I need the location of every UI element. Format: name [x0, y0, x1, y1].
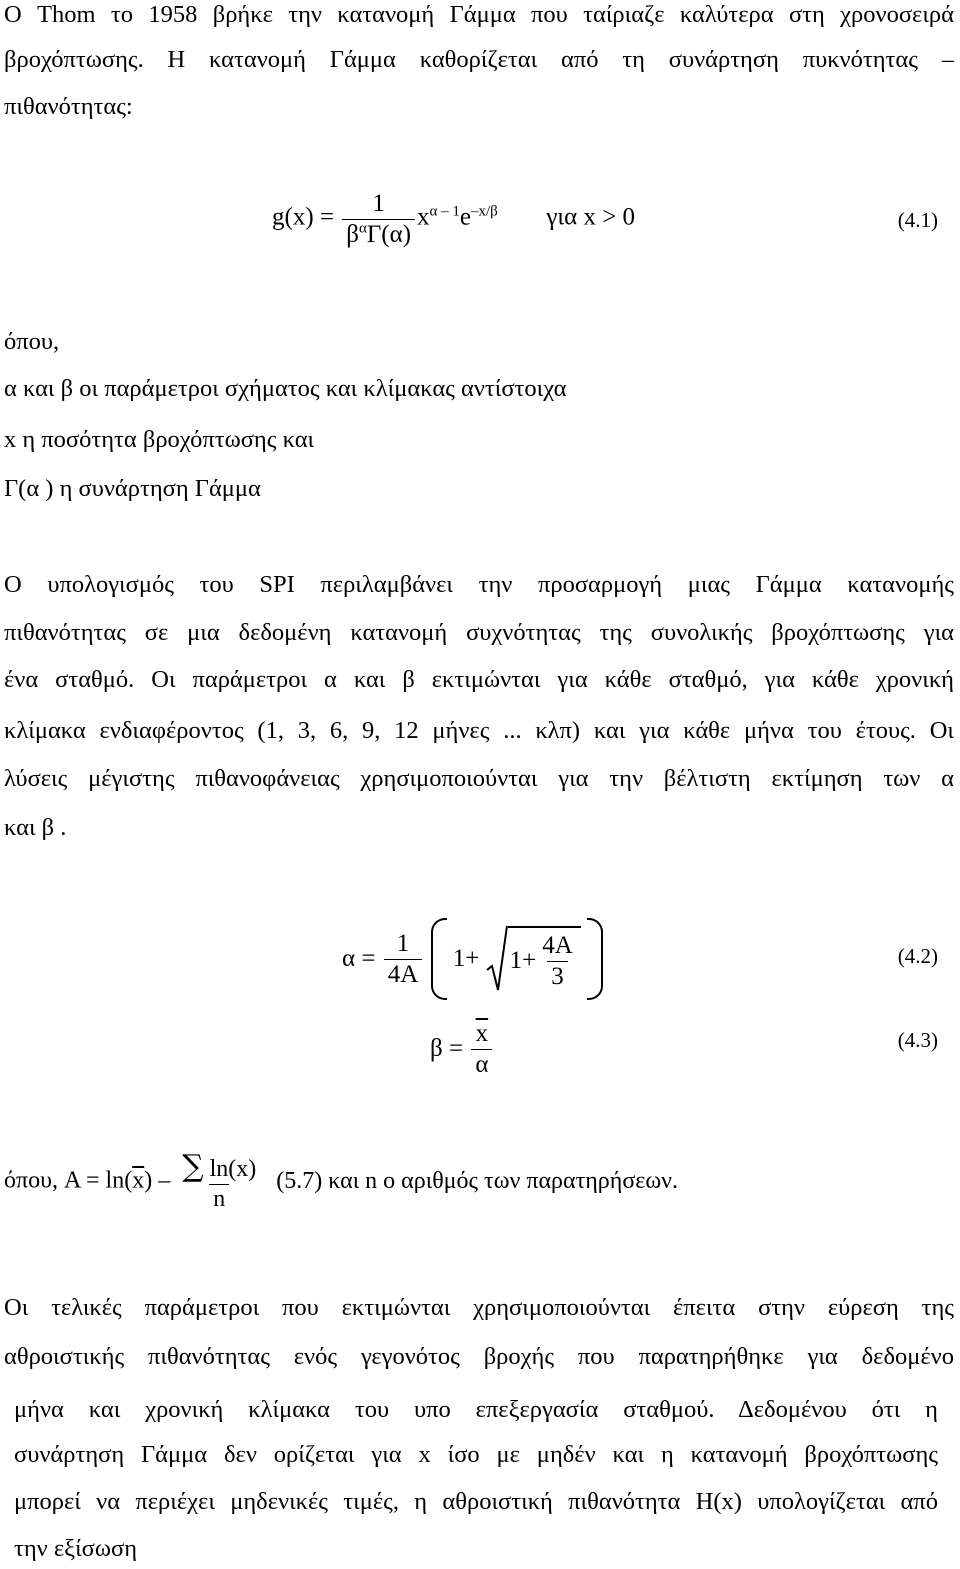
- eq1-condition: για x > 0: [546, 203, 636, 231]
- where-item-1: α και β οι παράμετροι σχήματος και κλίμακας αντίστοιχα: [4, 375, 567, 402]
- para3-line-4: συνάρτηση Γάμμα δεν ορίζεται για x ίσο με μηδέν και η κατανομή βροχόπτωσης: [14, 1441, 938, 1468]
- eq2-inner-numerator: 4A: [542, 932, 573, 959]
- para3-line-5: μπορεί να περιέχει μηδενικές τιμές, η αθροιστική πιθανότητα H(x) υπολογίζεται από: [14, 1488, 938, 1515]
- eq1-den-sup: α: [358, 220, 367, 237]
- para2-line-4: κλίμακα ενδιαφέροντος (1, 3, 6, 9, 12 μήνες ... κλπ) και για κάθε μήνα του έτους. Οι: [4, 717, 954, 744]
- where-title: όπου,: [4, 328, 60, 355]
- eq-a-num-text: ln(x): [209, 1156, 257, 1182]
- eq1-denominator: [342, 219, 415, 249]
- eq2-lhs: α =: [342, 945, 376, 972]
- para2-line-1: Ο υπολογισμός του SPI περιλαμβάνει την προσαρμογή μιας Γάμμα κατανομής: [4, 571, 954, 598]
- equation-4-3: [430, 1020, 494, 1078]
- eq1-den-beta: β: [346, 220, 359, 248]
- intro-line-1: Ο Thom το 1958 βρήκε την κατανομή Γάμμα που ταίριαζε καλύτερα στη χρονοσειρά: [4, 1, 954, 28]
- eq2-one: 1+: [452, 945, 480, 972]
- eq3-lhs: β =: [430, 1035, 464, 1062]
- sqrt-radical-icon: [486, 924, 508, 994]
- para2-line-3: ένα σταθμό. Οι παράμετροι α και β εκτιμώνται για κάθε σταθμό, για κάθε χρονική: [4, 666, 954, 693]
- equation-number-4-1: (4.1): [897, 208, 938, 232]
- eq1-numerator: 1: [372, 190, 385, 217]
- eq2-paren-left: [431, 918, 447, 1000]
- eq-a-prefix: όπου,: [4, 1167, 58, 1194]
- para3-line-1: Οι τελικές παράμετροι που εκτιμώνται χρησιμοποιούνται έπειτα στην εύρεση της: [4, 1294, 954, 1321]
- eq-a-denominator: n: [209, 1184, 229, 1212]
- para2-line-5: λύσεις μέγιστης πιθανοφάνειας χρησιμοποιούνται για την βέλτιστη εκτίμηση των α: [4, 765, 954, 792]
- eq2-inner-one: 1+: [509, 947, 537, 974]
- eq-a-lhs: A = ln(: [64, 1167, 133, 1194]
- eq2-inner-denominator: 3: [547, 961, 568, 991]
- eq1-lhs: g(x) =: [272, 203, 334, 231]
- equation-number-4-2: (4.2): [897, 944, 938, 968]
- para3-line-6: την εξίσωση: [14, 1535, 138, 1562]
- intro-line-3: πιθανότητας:: [4, 93, 133, 120]
- eq2-sqrt: [486, 924, 581, 994]
- para2-line-6: και β .: [4, 814, 67, 841]
- eq-a-suffix: (5.7) και n ο αριθμός των παρατηρήσεων.: [276, 1167, 678, 1194]
- eq1-e: e: [459, 203, 472, 231]
- para3-line-2: αθροιστικής πιθανότητας ενός γεγονότος βροχής που παρατηρήθηκε για δεδομένο: [4, 1343, 954, 1370]
- eq-a-fraction: [178, 1150, 260, 1212]
- eq-a-numerator: [178, 1150, 260, 1184]
- equation-4-2: [342, 918, 603, 998]
- equation-4-1: [272, 190, 635, 248]
- intro-line-2: βροχόπτωσης. Η κατανομή Γάμμα καθορίζεται από τη συνάρτηση πυκνότητας –: [4, 46, 954, 73]
- eq2-denominator: 4A: [384, 959, 423, 989]
- eq-a-xbar: $\overline{x}$: [132, 1167, 145, 1194]
- sum-symbol: ∑: [182, 1149, 204, 1184]
- eq1-fraction: [342, 190, 415, 248]
- equation-a-definition: [4, 1150, 678, 1212]
- eq2-numerator: 1: [396, 930, 410, 957]
- eq-a-close: ) –: [144, 1167, 171, 1194]
- eq2-sqrt-body: [508, 926, 581, 990]
- eq2-inner-fraction: [538, 932, 577, 990]
- eq3-denominator: α: [471, 1049, 492, 1079]
- eq1-x-sup: α – 1: [429, 203, 460, 220]
- eq2-paren-right: [587, 918, 603, 1000]
- where-item-3: Γ(α ) η συνάρτηση Γάμμα: [4, 475, 261, 502]
- para2-line-2: πιθανότητας σε μια δεδομένη κατανομή συχνότητας της συνολικής βροχόπτωσης για: [4, 619, 954, 646]
- eq1-e-sup: –x/β: [471, 203, 498, 220]
- eq1-x: x: [417, 203, 430, 231]
- where-item-2: x η ποσότητα βροχόπτωσης και: [4, 426, 315, 453]
- eq3-fraction: [471, 1020, 492, 1078]
- equation-number-4-3: (4.3): [897, 1028, 938, 1052]
- eq3-numerator: $\overline{x}$: [475, 1020, 489, 1047]
- eq2-fraction: [384, 930, 423, 988]
- para3-line-3: μήνα και χρονική κλίμακα του υπο επεξεργασία σταθμού. Δεδομένου ότι η: [14, 1396, 938, 1423]
- eq1-den-gamma: Γ(α): [366, 220, 412, 248]
